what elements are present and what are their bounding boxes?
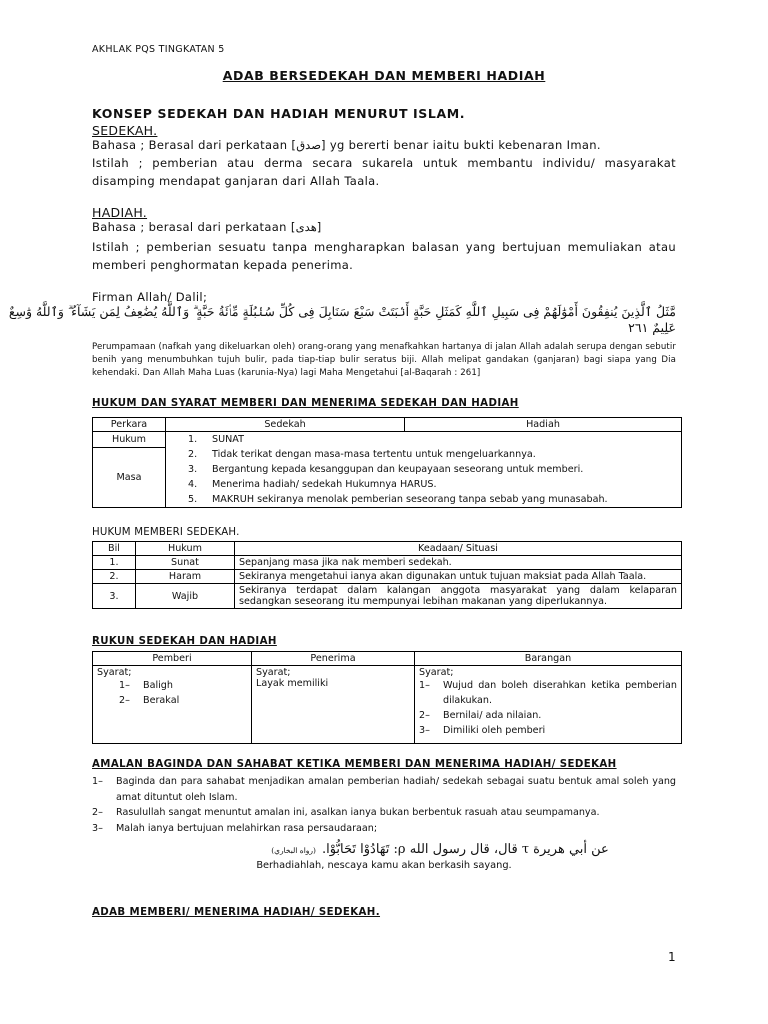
header-keadaan: Keadaan/ Situasi	[235, 542, 682, 556]
table-row: 2. Haram Sekiranya mengetahui ianya akan digunakan untuk tujuan maksiat pada Allah Taala.	[93, 570, 682, 584]
hadiah-bahasa-post: ]	[316, 220, 322, 234]
cell-masa: Masa	[93, 448, 166, 508]
list-item: 3. Bergantung kepada kesanggupan dan keupayaan seseorang untuk memberi.	[188, 464, 584, 475]
header-sedekah: Sedekah	[166, 418, 405, 432]
section-heading-amalan: AMALAN BAGINDA DAN SAHABAT KETIKA MEMBERI DAN MENERIMA HADIAH/ SEDEKAH	[92, 759, 617, 770]
list-item: 1– Baginda dan para sahabat menjadikan amalan pemberian hadiah/ sedekah sebagai suatu bentuk amal soleh yang amat dituntut oleh Islam.	[92, 776, 676, 803]
hadith-source: (رواه البخاري)	[271, 846, 316, 855]
cell-pemberi: Syarat; 1– Baligh 2– Berakal	[93, 666, 252, 744]
list-item: 2– Berakal	[119, 695, 180, 706]
hadiah-istilah: Istilah ; pemberian sesuatu tanpa mengharapkan balasan yang bertujuan memuliakan atau memberi penghormatan kepada penerima.	[92, 240, 676, 272]
hadiah-bahasa-arabic: هدى	[295, 220, 317, 234]
section-heading-hukum-syarat: HUKUM DAN SYARAT MEMBERI DAN MENERIMA SEDEKAH DAN HADIAH	[92, 398, 519, 409]
section-heading-adab: ADAB MEMBERI/ MENERIMA HADIAH/ SEDEKAH.	[92, 907, 381, 918]
sedekah-bahasa-arabic: صدق	[296, 138, 321, 152]
list-item: 4. Menerima hadiah/ sedekah Hukumnya HARUS.	[188, 479, 437, 490]
hukum-syarat-table	[92, 417, 682, 508]
sedekah-bahasa	[92, 137, 676, 155]
list-item: 3– Dimiliki oleh pemberi	[419, 725, 546, 736]
list-item: 2. Tidak terikat dengan masa-masa tertentu untuk mengeluarkannya.	[188, 449, 536, 460]
page-number: 1	[668, 950, 676, 964]
document-title: ADAB BERSEDEKAH DAN MEMBERI HADIAH	[222, 68, 546, 83]
sedekah-label: SEDEKAH.	[92, 123, 158, 138]
cell-barangan: Syarat; 1– Wujud dan boleh diserahkan ketika pemberian dilakukan. 2– Bernilai/ ada nilaian. 3– Dimiliki oleh pemberi	[415, 666, 682, 744]
sedekah-istilah: Istilah ; pemberian atau derma secara sukarela untuk membantu individu/ masyarakat disamping mendapat ganjaran dari Allah Taala.	[92, 156, 676, 188]
sedekah-bahasa-post: ] yg bererti benar iaitu bukti kebenaran Iman.	[320, 138, 601, 152]
hadiah-bahasa-pre: Bahasa ; berasal dari perkataan [	[92, 220, 296, 234]
section-heading-konsep: KONSEP SEDEKAH DAN HADIAH MENURUT ISLAM.	[92, 106, 466, 121]
amalan-list	[92, 774, 676, 836]
header-pemberi: Pemberi	[93, 652, 252, 666]
list-item: 2– Rasulullah sangat menuntut amalan ini, asalkan ianya bukan berbentuk rasuah atau seumpamanya.	[92, 807, 600, 818]
hadith-translation: Berhadiahlah, nescaya kamu akan berkasih sayang.	[256, 860, 512, 871]
firman-label: Firman Allah/ Dalil;	[92, 290, 208, 304]
hadith-line	[220, 842, 660, 857]
header-barangan: Barangan	[415, 652, 682, 666]
rukun-table	[92, 651, 682, 744]
list-item: 1. SUNAT	[188, 434, 244, 445]
list-item: 3– Malah ianya bertujuan melahirkan rasa persaudaraan;	[92, 822, 378, 834]
table-row: 1. Sunat Sepanjang masa jika nak memberi sedekah.	[93, 556, 682, 570]
section-heading-hukum-memberi: HUKUM MEMBERI SEDEKAH.	[92, 527, 240, 538]
quran-verse: مَّثَلُ ٱلَّذِينَ يُنفِقُونَ أَمْوَٰلَهُمْ فِى سَبِيلِ ٱللَّهِ كَمَثَلِ حَبَّةٍ أَنۢبَتَتْ سَبْعَ سَنَابِلَ فِى كُلِّ سُنۢبُلَةٍ مِّا۟ئَةُ حَبَّةٍ ۗ وَٱللَّهُ يُضَٰعِفُ لِمَن يَشَآءُ ۗ وَٱللَّهُ وَٰسِعٌ	[8, 304, 676, 319]
quran-verse-end: عَلِيمٌ ٢٦١	[628, 320, 676, 335]
cell-penerima: Syarat; Layak memiliki	[252, 666, 415, 744]
list-item: 5. MAKRUH sekiranya menolak pemberian seseorang tanpa sebab yang munasabah.	[188, 494, 608, 505]
hukum-memberi-table	[92, 541, 682, 609]
list-item: 2– Bernilai/ ada nilaian.	[419, 710, 542, 721]
verse-translation: Perumpamaan (nafkah yang dikeluarkan oleh) orang-orang yang menafkahkan hartanya di jalan Allah adalah serupa dengan sebutir benih yang menumbuhkan tujuh bulir, pada tiap-tiap bulir seratus biji. Allah melipat gandakan (ganjaran) bagi siapa yang Dia kehendaki. Dan Allah Maha Luas (karunia-Nya) lagi Maha Mengetahui [al-Baqarah : 261]	[92, 342, 676, 378]
sedekah-bahasa-pre: Bahasa ; Berasal dari perkataan [	[92, 138, 297, 152]
table-row: 3. Wajib Sekiranya terdapat dalam kalangan anggota masyarakat yang dalam kelaparan sedangkan seseorang itu mempunyai lebihan makanan yang diperlukannya.	[93, 584, 682, 609]
running-header: AKHLAK PQS TINGKATAN 5	[92, 44, 225, 55]
header-hukum: Hukum	[136, 542, 235, 556]
section-heading-rukun: RUKUN SEDEKAH DAN HADIAH	[92, 636, 277, 647]
cell-hukum: Hukum	[93, 432, 166, 448]
hadiah-bahasa	[92, 219, 676, 237]
hadiah-label: HADIAH.	[92, 205, 148, 220]
list-item: 1– Baligh	[119, 680, 173, 691]
header-penerima: Penerima	[252, 652, 415, 666]
list-item: 1– Wujud dan boleh diserahkan ketika pemberian dilakukan.	[419, 680, 677, 706]
cell-hukum-masa-content	[166, 432, 682, 508]
header-bil: Bil	[93, 542, 136, 556]
header-hadiah: Hadiah	[405, 418, 682, 432]
hadith-text: عن أبي هريرة τ قال، قال رسول الله ρ: تَهَادُوْا تَحَابُّوْا.	[321, 842, 609, 857]
header-perkara: Perkara	[93, 418, 166, 432]
